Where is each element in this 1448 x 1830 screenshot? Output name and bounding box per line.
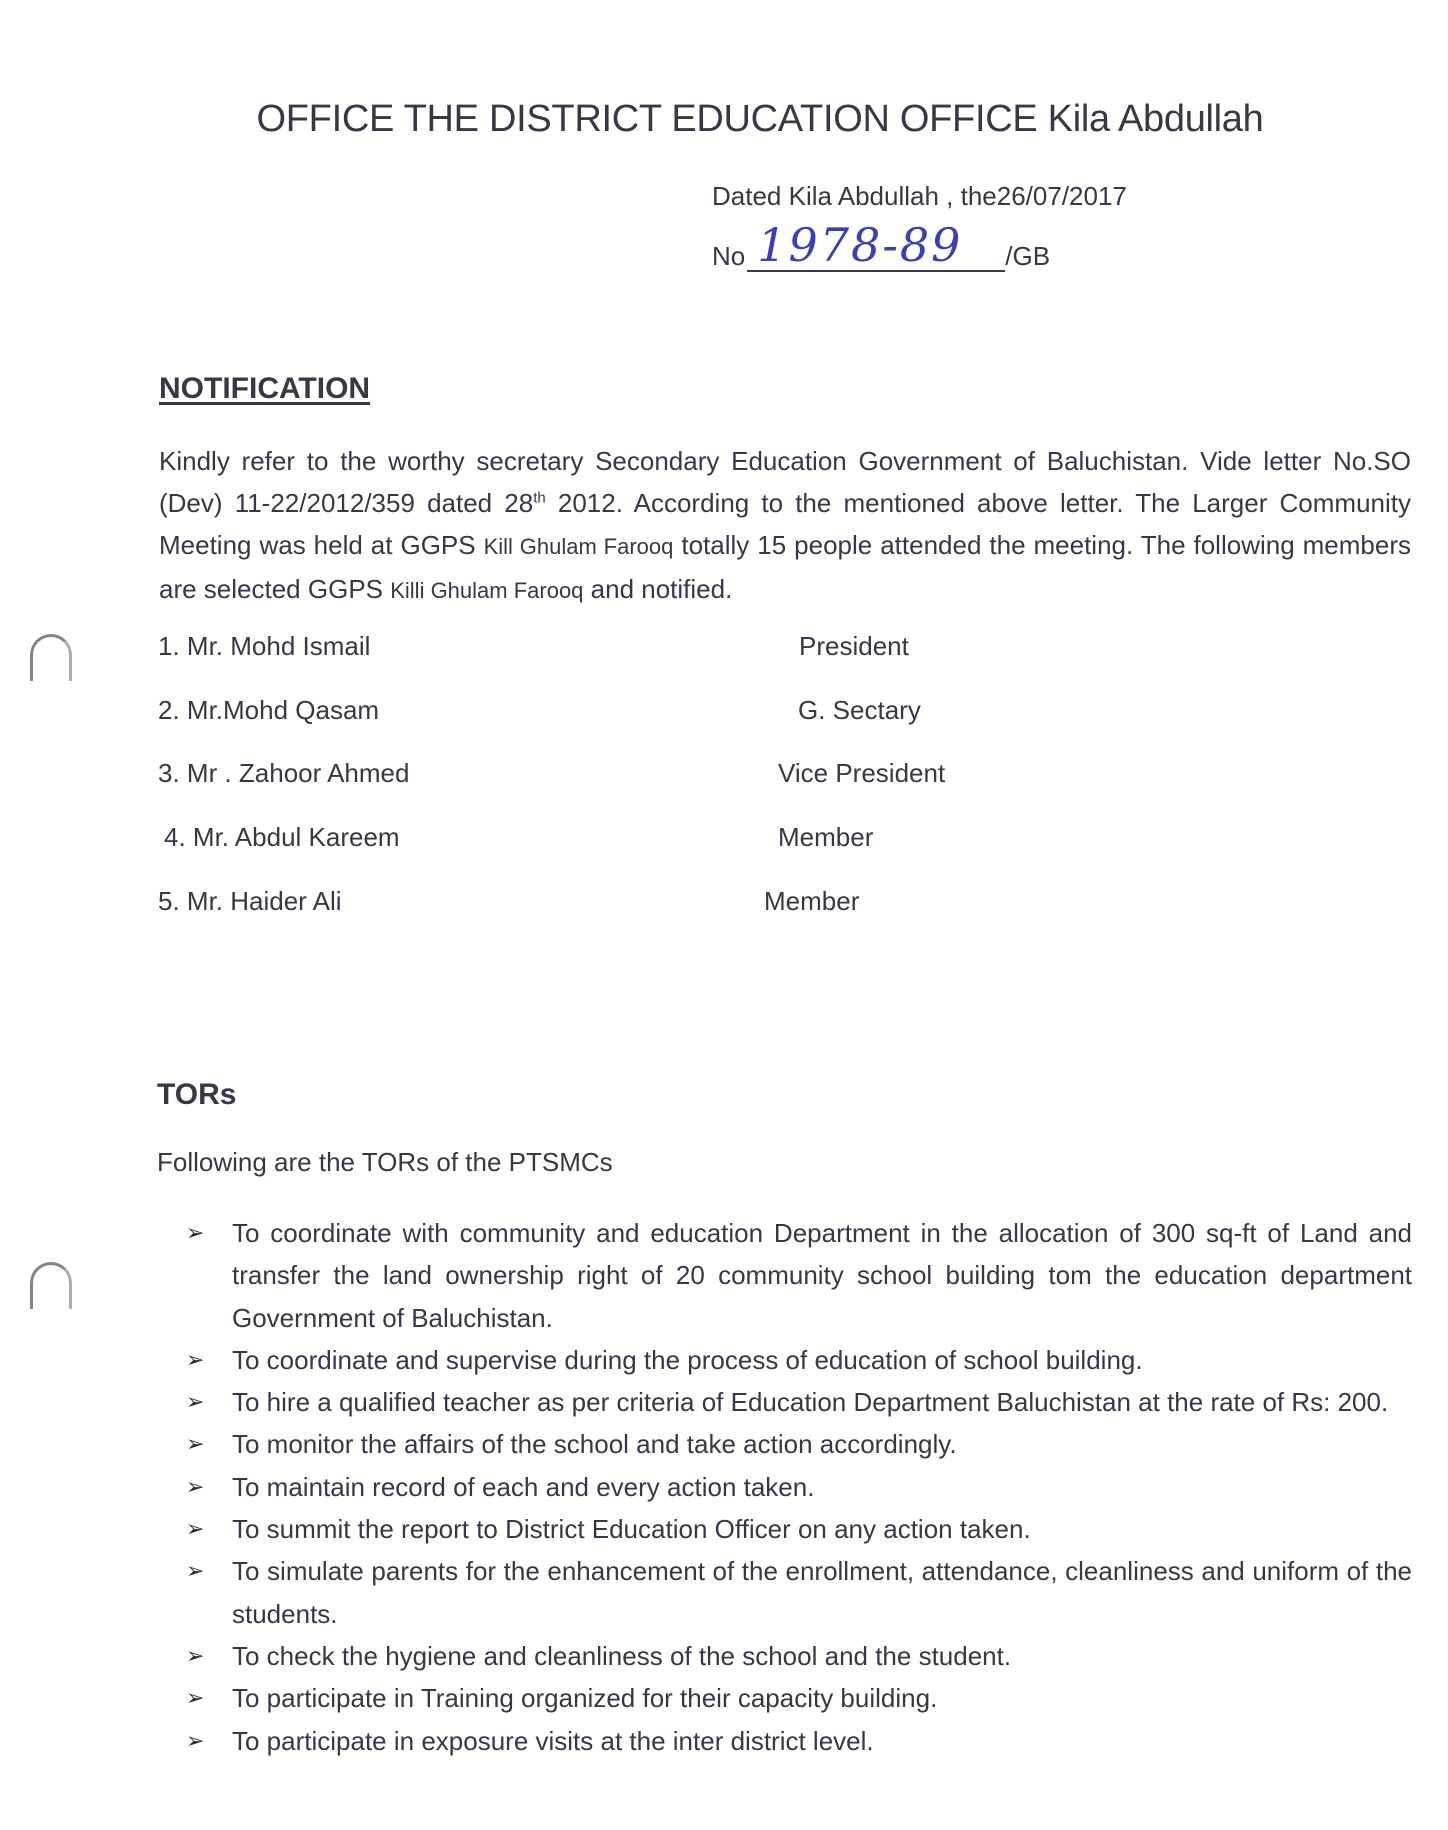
school-location: Killi Ghulam Farooq [390,578,584,603]
member-role: G. Sectary [798,695,921,725]
notification-heading: NOTIFICATION [159,372,371,405]
tor-text: To maintain record of each and every action taken. [232,1471,815,1502]
arrowhead-bullet-icon: ➢ [186,1558,205,1584]
arrowhead-bullet-icon: ➢ [186,1431,205,1457]
tor-text: To monitor the affairs of the school and take action accordingly. [232,1429,957,1460]
member-name: 2. Mr.Mohd Qasam [158,695,380,725]
arrowhead-bullet-icon: ➢ [186,1389,205,1415]
tor-item [180,1466,1412,1508]
reference-number-field [747,218,1005,272]
member-name: 4. Mr. Abdul Kareem [164,822,400,852]
arrowhead-bullet-icon: ➢ [186,1516,205,1542]
paragraph-text: and notified. [583,574,733,604]
arrowhead-bullet-icon: ➢ [186,1473,205,1499]
punch-hole-mark [30,1262,72,1309]
member-name: 1. Mr. Mohd Ismail [158,631,371,661]
arrowhead-bullet-icon: ➢ [186,1346,205,1372]
notification-paragraph [159,440,1411,612]
tors-intro: Following are the TORs of the PTSMCs [157,1147,613,1177]
member-role: Member [778,822,874,852]
handwritten-reference-number: 1978-89 [757,218,963,272]
reference-number-suffix: /GB [1005,241,1051,271]
paragraph-text: 2012. According to the mentioned above letter. The Larger Community Meeting was held at GGPS [159,488,1411,560]
page-title: OFFICE THE DISTRICT EDUCATION OFFICE Kila Abdullah [256,98,1264,140]
tors-heading: TORs [157,1078,237,1111]
arrowhead-bullet-icon: ➢ [186,1220,205,1245]
tor-item [180,1508,1412,1550]
member-name: 5. Mr. Haider Ali [158,886,342,916]
reference-number-line [712,218,1051,272]
member-role: Vice President [778,758,946,788]
tor-text: To simulate parents for the enhancement of the enrollment, attendance, cleanliness and uniform of the students. [232,1556,1412,1629]
tor-item [180,1635,1412,1677]
tor-text: To participate in exposure visits at the inter district level. [232,1725,874,1756]
arrowhead-bullet-icon: ➢ [186,1642,205,1668]
tor-item [180,1550,1412,1635]
tor-text: To coordinate and supervise during the process of education of school building. [232,1344,1143,1375]
tor-text: To hire a qualified teacher as per criteria of Education Department Baluchistan at the rate of Rs: 200. [232,1387,1389,1418]
tor-text: To check the hygiene and cleanliness of the school and the student. [232,1640,1012,1671]
tors-list [180,1212,1412,1762]
tor-item [180,1720,1412,1762]
tor-item [180,1677,1412,1719]
paragraph-text: Kindly refer to the worthy secretary Secondary Education Government of Baluchistan. Vide letter No.SO (Dev) 11-22/2012/359 dated 28 [159,446,1411,518]
tor-item [180,1381,1412,1423]
date-line: Dated Kila Abdullah , the26/07/2017 [712,181,1127,211]
reference-number-label: No [712,241,746,271]
tor-text: To summit the report to District Education Officer on any action taken. [232,1514,1031,1545]
member-role: President [799,631,909,661]
tor-item [180,1212,1412,1339]
tor-item [180,1423,1412,1465]
arrowhead-bullet-icon: ➢ [186,1685,205,1711]
paragraph-text: totally 15 people attended the meeting. The following members are selected GGPS [159,530,1411,604]
punch-hole-mark [30,634,72,681]
member-role: Member [764,886,860,916]
school-location: Kill Ghulam Farooq [483,534,674,559]
tor-item [180,1339,1412,1381]
ordinal-suffix: th [533,489,546,507]
tor-text: To coordinate with community and education Department in the allocation of 300 sq-ft of Land and transfer the land ownership right of 20 community school building tom the education department Government of Baluchistan. [232,1218,1412,1333]
tor-text: To participate in Training organized for their capacity building. [232,1683,938,1714]
member-name: 3. Mr . Zahoor Ahmed [158,758,410,788]
arrowhead-bullet-icon: ➢ [186,1727,205,1753]
